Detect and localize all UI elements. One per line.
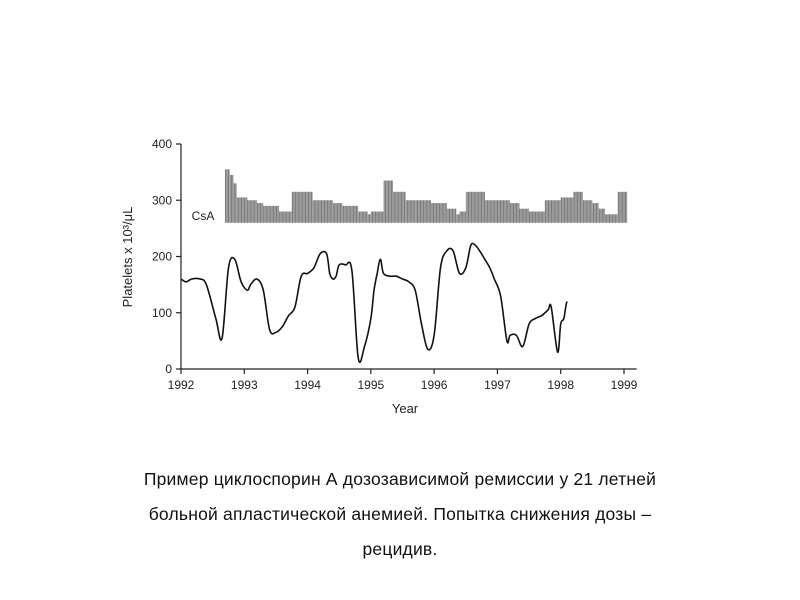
x-tick-label: 1998 <box>547 378 575 392</box>
csa-bar <box>225 169 229 222</box>
csa-label: CsA <box>191 209 215 223</box>
csa-bar <box>573 192 582 223</box>
caption-line-1: Пример циклоспорин А дозозависимой ремиссии у 21 летней <box>143 469 657 489</box>
platelet-series-line <box>181 243 567 362</box>
y-tick-label: 100 <box>151 305 172 320</box>
csa-bar <box>447 209 456 223</box>
csa-bar <box>583 200 592 223</box>
y-tick-label: 300 <box>151 193 172 208</box>
caption-line-2: больной апластической анемией. Попытка снижения дозы – <box>148 504 652 524</box>
caption-line-3: рецидив. <box>362 539 438 559</box>
chart-axes <box>152 137 638 392</box>
x-tick-label: 1997 <box>484 378 511 392</box>
csa-bar <box>279 212 292 223</box>
x-tick-label: 1992 <box>167 378 195 392</box>
x-axis-label: Year <box>391 401 419 416</box>
caption <box>40 462 760 567</box>
y-tick-label: 200 <box>151 249 172 264</box>
csa-bar <box>459 212 465 223</box>
y-tick-label: 0 <box>165 362 172 376</box>
csa-bar <box>561 197 574 222</box>
csa-bar-band <box>225 169 627 222</box>
x-tick-label: 1995 <box>357 378 385 392</box>
csa-bar <box>520 209 529 223</box>
csa-bar <box>510 203 519 223</box>
csa-bar <box>406 200 415 223</box>
x-tick-label: 1996 <box>420 378 448 392</box>
x-tick-label: 1993 <box>230 378 258 392</box>
csa-bar <box>257 203 263 223</box>
csa-bar <box>313 200 333 223</box>
csa-bar <box>529 212 545 223</box>
series-layer <box>181 243 567 362</box>
x-tick-label: 1999 <box>610 378 638 392</box>
x-tick-label: 1994 <box>294 378 321 392</box>
y-axis-label: Platelets x 10³/μL <box>120 206 135 308</box>
csa-bar <box>247 200 256 223</box>
y-tick-label: 400 <box>151 137 172 151</box>
